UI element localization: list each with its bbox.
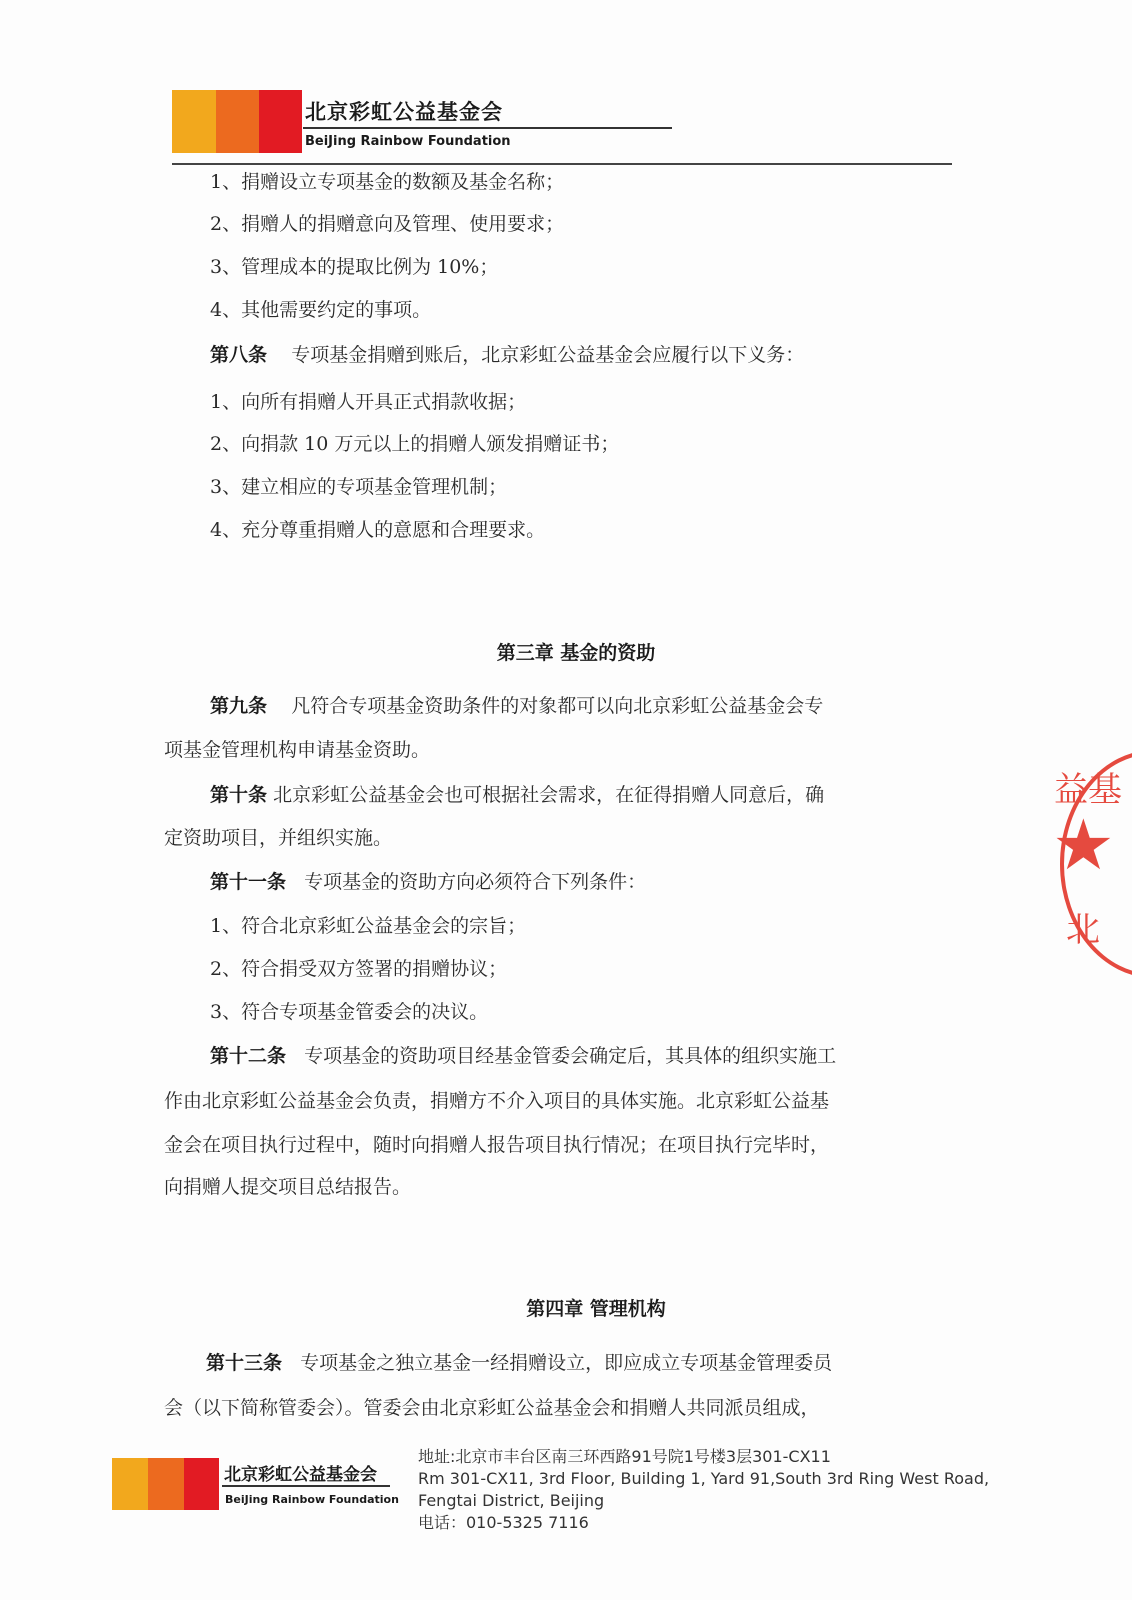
article-label: 第十三条	[206, 1352, 283, 1374]
address-en-line1: Rm 301-CX11, 3rd Floor, Building 1, Yard 91,South 3rd Ring West Road,	[418, 1469, 990, 1488]
article-12-cont: 向捐赠人提交项目总结报告。	[164, 1176, 412, 1198]
seal-text-top: 益基	[1054, 770, 1122, 810]
list-item: 2、捐赠人的捐赠意向及管理、使用要求；	[210, 213, 565, 235]
list-item: 2、符合捐受双方签署的捐赠协议；	[210, 958, 508, 980]
article-13-cont: 会（以下简称管委会）。管委会由北京彩虹公益基金会和捐赠人共同派员组成，	[164, 1397, 820, 1419]
header-org-name-cn: 北京彩虹公益基金会	[305, 100, 503, 124]
list-item: 2、向捐款 10 万元以上的捐赠人颁发捐赠证书；	[210, 433, 620, 455]
article-10: 第十条 北京彩虹公益基金会也可根据社会需求，在征得捐赠人同意后，确	[210, 784, 825, 806]
seal-text-bottom: 北	[1066, 910, 1100, 950]
article-label: 第九条	[210, 695, 268, 717]
phone: 电话：010-5325 7116	[418, 1513, 589, 1532]
letter-footer	[112, 1447, 992, 1542]
footer-org-name-en: BeiJing Rainbow Foundation	[225, 1493, 399, 1506]
address-cn: 地址:北京市丰台区南三环西路91号院1号楼3层301-CX11	[418, 1447, 831, 1466]
article-label: 第八条	[210, 344, 268, 366]
article-10-cont: 定资助项目，并组织实施。	[164, 827, 393, 849]
article-9: 第九条 凡符合专项基金资助条件的对象都可以向北京彩虹公益基金会专	[210, 695, 824, 717]
list-item: 3、符合专项基金管委会的决议。	[210, 1001, 489, 1023]
article-label: 第十一条	[210, 871, 287, 893]
footer-org-name-cn: 北京彩虹公益基金会	[224, 1465, 377, 1485]
article-9-cont: 项基金管理机构申请基金资助。	[164, 739, 431, 761]
article-label: 第十二条	[210, 1045, 287, 1067]
list-item: 1、符合北京彩虹公益基金会的宗旨；	[210, 915, 527, 937]
article-11: 第十一条 专项基金的资助方向必须符合下列条件：	[210, 871, 647, 893]
list-item: 4、其他需要约定的事项。	[210, 299, 432, 321]
letterhead	[172, 90, 952, 170]
footer-address	[418, 1446, 989, 1534]
foundation-logo	[172, 90, 302, 153]
article-12: 第十二条 专项基金的资助项目经基金管委会确定后，其具体的组织实施工	[210, 1045, 837, 1067]
header-divider	[172, 163, 952, 165]
article-label: 第十条	[210, 784, 268, 806]
list-item: 1、捐赠设立专项基金的数额及基金名称；	[210, 171, 565, 193]
official-seal	[1052, 740, 1132, 980]
list-item: 3、建立相应的专项基金管理机制；	[210, 476, 508, 498]
seal-star-icon: ★	[1052, 804, 1115, 886]
article-8: 第八条 专项基金捐赠到账后，北京彩虹公益基金会应履行以下义务：	[210, 344, 805, 366]
footer-logo	[112, 1458, 219, 1510]
article-12-cont: 作由北京彩虹公益基金会负责，捐赠方不介入项目的具体实施。北京彩虹公益基	[164, 1090, 830, 1112]
article-12-cont: 金会在项目执行过程中，随时向捐赠人报告项目执行情况；在项目执行完毕时，	[164, 1134, 830, 1156]
chapter-3-title: 第三章 基金的资助	[496, 642, 656, 664]
address-en-line2: Fengtai District, Beijing	[418, 1491, 605, 1510]
header-org-name-en: BeiJing Rainbow Foundation	[305, 134, 511, 149]
list-item: 4、充分尊重捐赠人的意愿和合理要求。	[210, 519, 546, 541]
list-item: 3、管理成本的提取比例为 10%；	[210, 256, 499, 278]
list-item: 1、向所有捐赠人开具正式捐款收据；	[210, 391, 527, 413]
chapter-4-title: 第四章 管理机构	[526, 1298, 666, 1320]
article-13: 第十三条 专项基金之独立基金一经捐赠设立，即应成立专项基金管理委员	[206, 1352, 833, 1374]
